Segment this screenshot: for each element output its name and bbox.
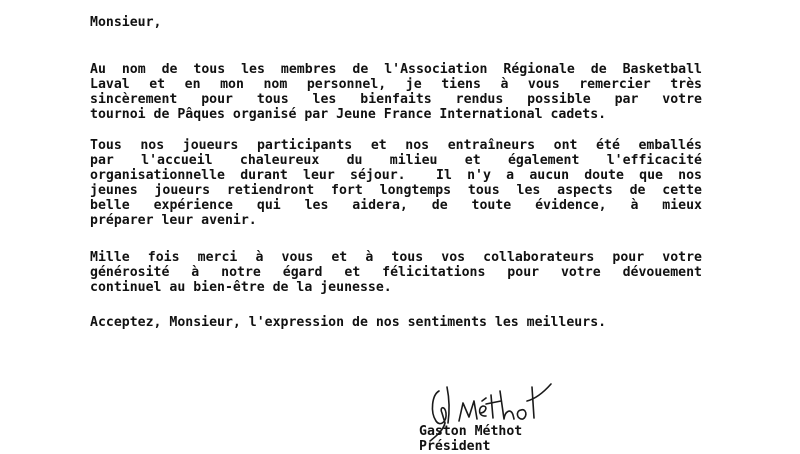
paragraph-line: par l'accueil chaleureux du milieu et également l'efficacité (90, 153, 702, 168)
paragraph-line: continuel au bien-être de la jeunesse. (90, 280, 392, 295)
paragraph-line: Mille fois merci à vous et à tous vos collaborateurs pour votre (90, 250, 702, 265)
paragraph-line: belle expérience qui les aidera, de toute évidence, à mieux (90, 198, 702, 213)
paragraph-line: Au nom de tous les membres de l'Association Régionale de Basketball (90, 62, 702, 77)
paragraph-line: préparer leur avenir. (90, 213, 257, 228)
paragraph-line: Laval et en mon nom personnel, je tiens à vous remercier très (90, 77, 702, 92)
paragraph-line: générosité à notre égard et félicitations pour votre dévouement (90, 265, 702, 280)
signer-name: Gaston Méthot (419, 424, 523, 439)
paragraph-line: tournoi de Pâques organisé par Jeune France International cadets. (90, 107, 607, 122)
paragraph-line: Acceptez, Monsieur, l'expression de nos sentiments les meilleurs. (90, 315, 607, 330)
salutation: Monsieur, (90, 15, 162, 30)
paragraph-line: sincèrement pour tous les bienfaits rendus possible par votre (90, 92, 702, 107)
paragraph-line: organisationnelle durant leur séjour. Il n'y a aucun doute que nos (90, 168, 702, 183)
paragraph-line: jeunes joueurs retiendront fort longtemps tous les aspects de cette (90, 183, 702, 198)
paragraph-line: Tous nos joueurs participants et nos entraîneurs ont été emballés (90, 138, 702, 153)
signer-title: Président (419, 439, 491, 454)
